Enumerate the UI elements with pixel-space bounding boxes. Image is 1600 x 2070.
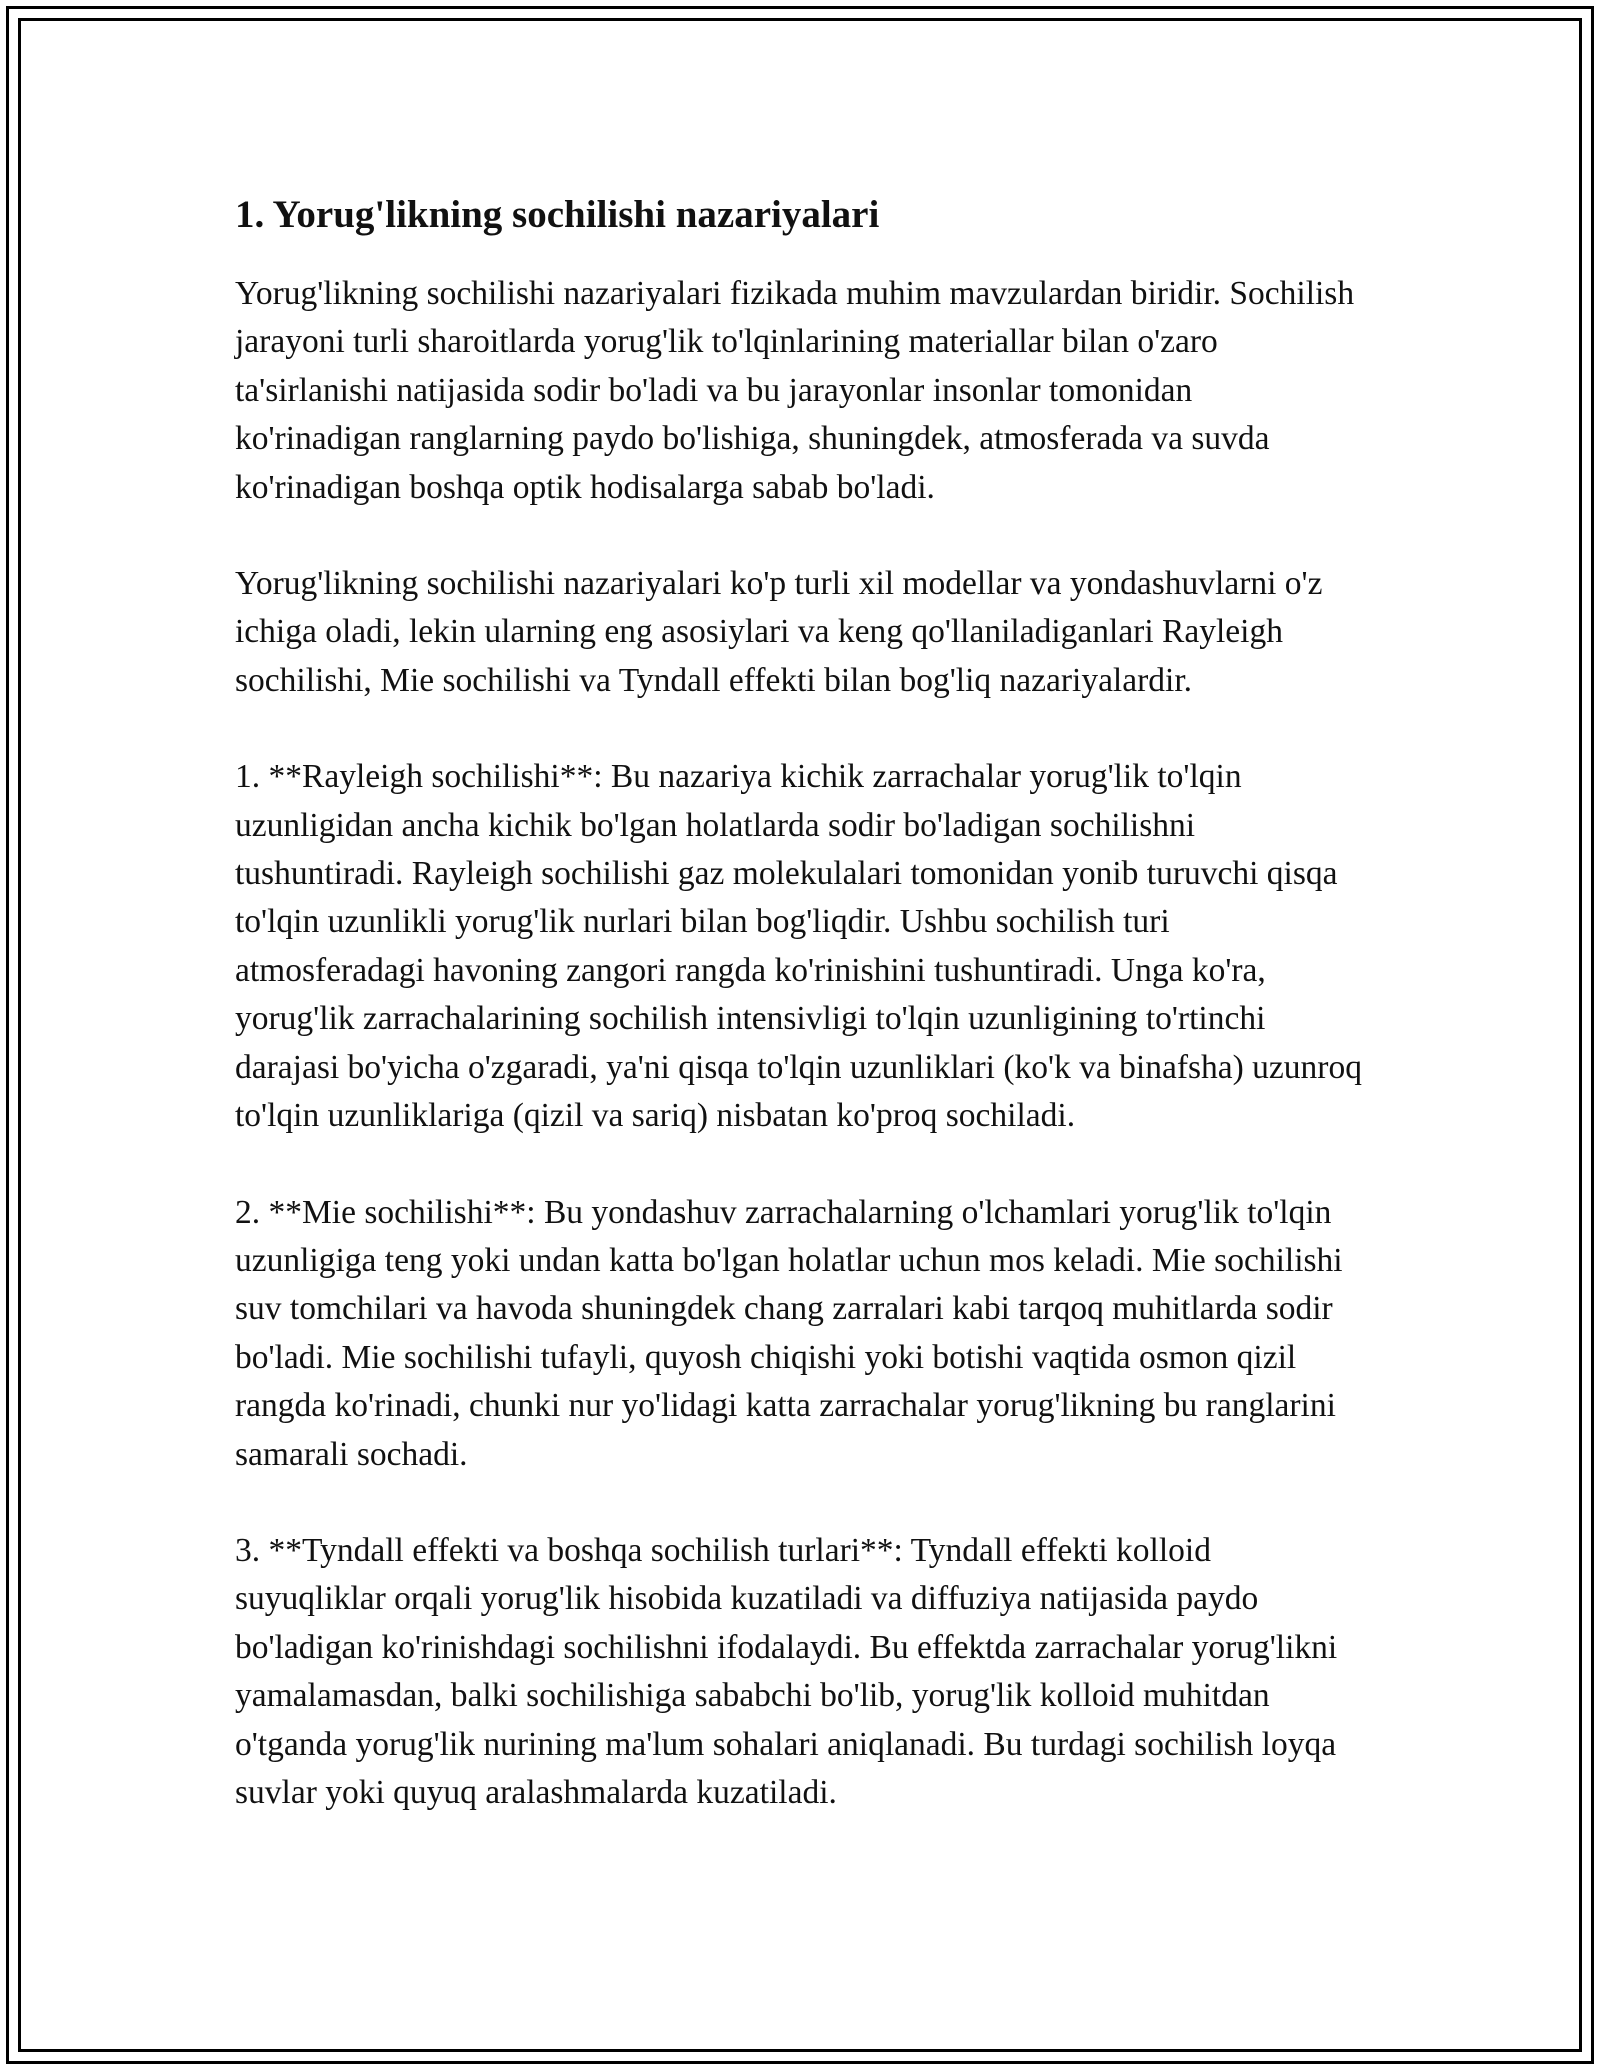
section-heading: 1. Yorug'likning sochilishi nazariyalari (235, 193, 880, 236)
paragraph-tyndall: 3. **Tyndall effekti va boshqa sochilish turlari**: Tyndall effekti kolloid suyuqliklar orqali yorug'lik hisobida kuzatiladi va diffuziya natijasida paydo bo'ladigan ko'rinishdagi sochilishni ifodalaydi. Bu effektda zarrachalar yorug'likni yamalamasdan, balki sochilishiga sababchi bo'lib, yorug'lik kolloid muhitdan o'tganda yorug'lik nurining ma'lum sohalari aniqlanadi. Bu turdagi sochilish loyqa suvlar yoki quyuq aralashmalarda kuzatiladi. (235, 1531, 1338, 1811)
paragraph-rayleigh: 1. **Rayleigh sochilishi**: Bu nazariya kichik zarrachalar yorug'lik to'lqin uzunligidan ancha kichik bo'lgan holatlarda sodir bo'ladigan sochilishni tushuntiradi. Rayleigh sochilishi gaz molekulalari tomonidan yonib turuvchi qisqa to'lqin uzunlikli yorug'lik nurlari bilan bog'liqdir. Ushbu sochilish turi atmosferadagi havoning zangori rangda ko'rinishini tushuntiradi. Unga ko'ra, yorug'lik zarrachalarining sochilish intensivligi to'lqin uzunligining to'rtinchi darajasi bo'yicha o'zgaradi, ya'ni qisqa to'lqin uzunliklari (ko'k va binafsha) uzunroq to'lqin uzunliklariga (qizil va sariq) nisbatan ko'proq sochiladi. (235, 758, 1362, 1135)
paragraph-mie: 2. **Mie sochilishi**: Bu yondashuv zarrachalarning o'lchamlari yorug'lik to'lqin uzunligiga teng yoki undan katta bo'lgan holatlar uchun mos keladi. Mie sochilishi suv tomchilari va havoda shuningdek chang zarralari kabi tarqoq muhitlarda sodir bo'ladi. Mie sochilishi tufayli, quyosh chiqishi yoki botishi vaqtida osmon qizil rangda ko'rinadi, chunki nur yo'lidagi katta zarrachalar yorug'likning bu ranglarini samarali sochadi. (235, 1193, 1343, 1473)
paragraph-overview: Yorug'likning sochilishi nazariyalari ko'p turli xil modellar va yondashuvlarni o'z ichiga oladi, lekin ularning eng asosiylari va keng qo'llaniladiganlari Rayleigh sochilishi, Mie sochilishi va Tyndall effekti bilan bog'liq nazariyalardir. (235, 565, 1323, 699)
document-body (235, 190, 1365, 1865)
paragraph-intro: Yorug'likning sochilishi nazariyalari fizikada muhim mavzulardan biridir. Sochilish jarayoni turli sharoitlarda yorug'lik to'lqinlarining materiallar bilan o'zaro ta'sirlanishi natijasida sodir bo'ladi va bu jarayonlar insonlar tomonidan ko'rinadigan ranglarning paydo bo'lishiga, shuningdek, atmosferada va suvda ko'rinadigan boshqa optik hodisalarga sabab bo'ladi. (235, 275, 1355, 506)
